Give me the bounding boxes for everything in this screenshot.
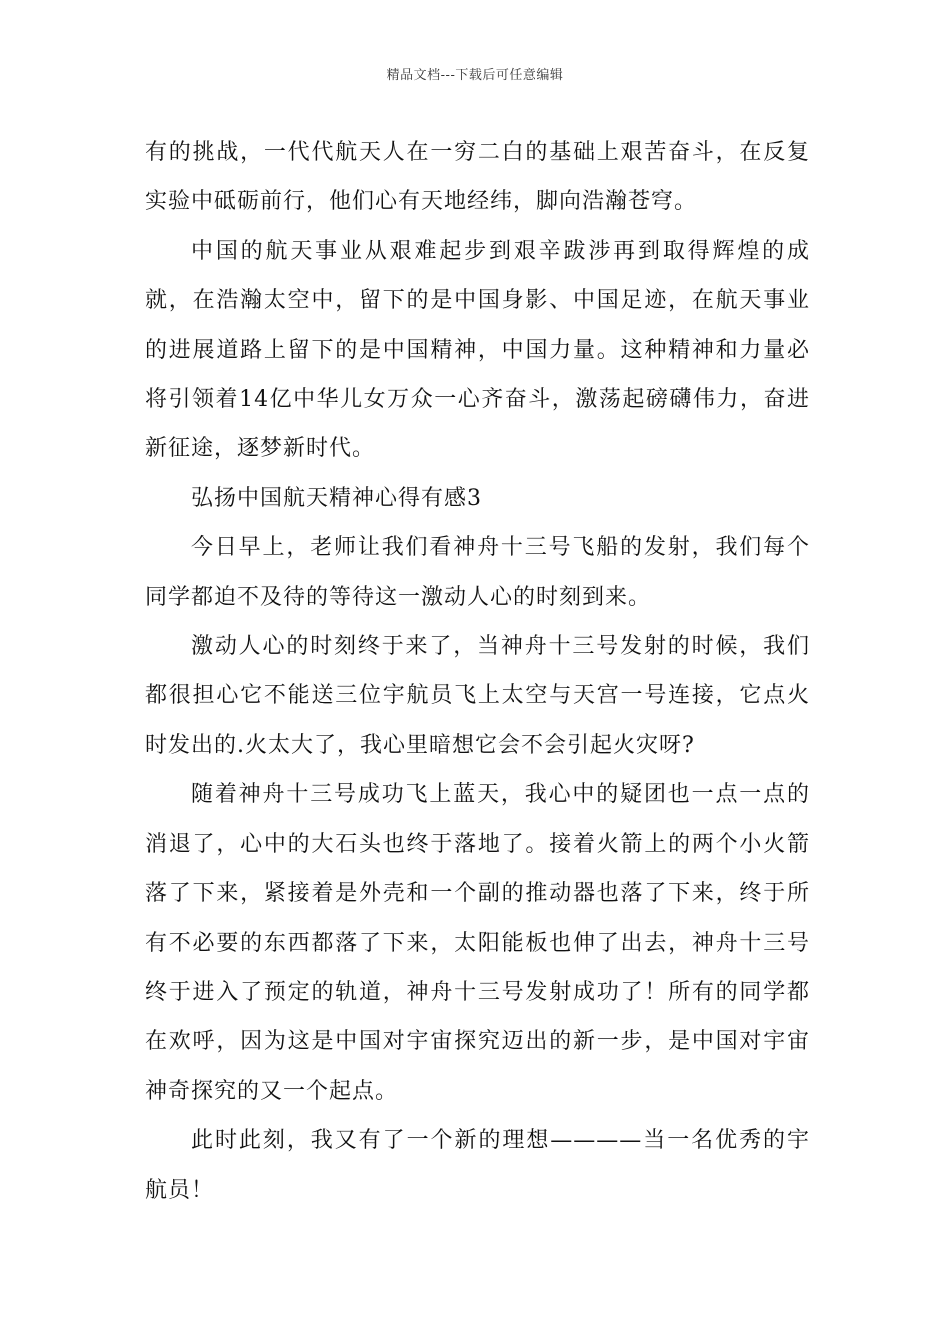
text-line: 有的挑战，一代代航天人在一穷二白的基础上艰苦奋斗，在反复实 [145,140,810,215]
text-line: 道路上留下的是中国精神，中国力量。这种精神和力量必将引领着 [145,337,810,413]
text-line: 激动人心的时刻终于来了，当神舟十三号发射的时候，我们都 [145,634,810,709]
paragraph [145,474,810,523]
text-line: 为这是中国对宇宙探究迈出的新一步，是中国对宇宙神奇探究的又 [145,1029,810,1104]
text-line: 一个起点。 [283,1078,399,1104]
text-line: 此时此刻，我又有了一个新的理想————当一名优秀的宇航 [145,1128,810,1203]
text-line: 出的.火太大了，我心里暗想它会不会引起火灾呀? [191,732,695,758]
text-line: 弘扬中国航天精神心得有感3 [191,485,482,511]
text-line: 下来，紧接着是外壳和一个副的推动器也落了下来，终于所有不必 [145,881,810,956]
text-line: 了预定的轨道，神舟十三号发射成功了！所有的同学都在欢呼，因 [145,979,810,1055]
text-line: 今日早上，老师让我们看神舟十三号飞船的发射，我们每个同 [145,535,810,610]
text-line: 中国的航天事业从艰难起步到艰辛跋涉再到取得辉煌的成就， [145,238,810,314]
paragraph [145,128,810,227]
text-line: 在浩瀚太空中，留下的是中国身影、中国足迹，在航天事业的进展 [145,288,810,363]
document-body [145,128,810,1215]
text-line: 验中砥砺前行，他们心有天地经纬，脚向浩瀚苍穹。 [168,189,698,215]
paragraph [145,622,810,770]
page-header: 精品文档---下载后可任意编辑 [386,68,564,83]
text-line: 梦新时代。 [260,436,376,462]
text-line: 员！ [168,1177,215,1203]
text-line: 14亿中华儿女万众一心齐奋斗，激荡起磅礴伟力，奋进新征途，逐 [145,387,810,462]
text-line: 退了，心中的大石头也终于落地了。接着火箭上的两个小火箭落了 [145,831,810,907]
text-line: 学都迫不及待的等待这一激动人心的时刻到来。 [168,584,652,610]
text-line: 要的东西都落了下来，太阳能板也伸了出去，神舟十三号终于进入 [145,930,810,1005]
paragraph [145,227,810,474]
text-line: 很担心它不能送三位宇航员飞上太空与天宫一号连接，它点火时发 [145,683,810,758]
text-line: 随着神舟十三号成功飞上蓝天，我心中的疑团也一点一点的消 [145,782,810,857]
paragraph [145,1116,810,1215]
paragraph [145,523,810,622]
paragraph [145,770,810,1116]
